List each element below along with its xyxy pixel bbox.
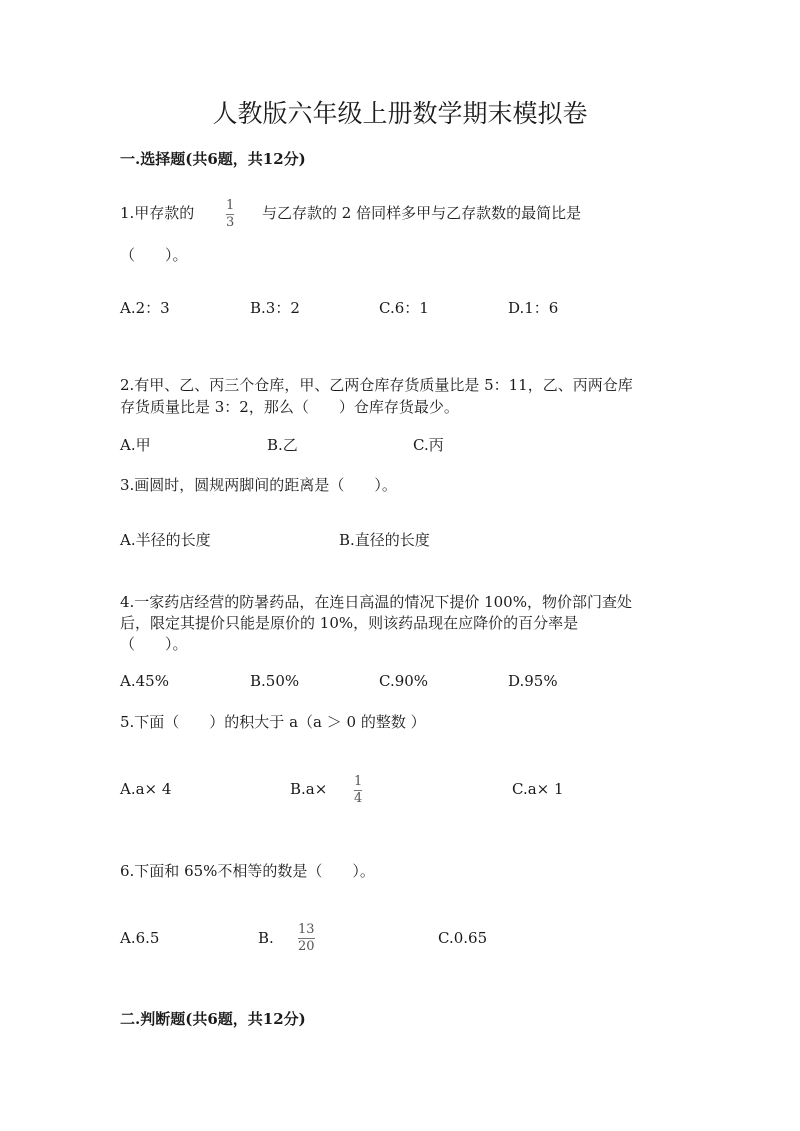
option-b-fraction <box>298 923 315 954</box>
question-1-prefix: 1.甲存款的 <box>120 204 195 222</box>
section-heading-true-false: 二.判断题(共6题，共12分) <box>120 1010 306 1028</box>
section-heading-choice: 一.选择题(共6题，共12分) <box>120 150 306 168</box>
option-a[interactable]: A.6.5 <box>120 929 160 947</box>
option-a[interactable]: A.45% <box>120 672 169 690</box>
option-c[interactable]: C.0.65 <box>438 929 488 947</box>
fraction-numerator: 1 <box>354 774 363 789</box>
option-b-fraction <box>354 775 362 806</box>
question-4-blank: （ ）。 <box>120 635 188 653</box>
question-3-line-1: 3.画圆时，圆规两脚间的距离是（ ）。 <box>120 476 397 494</box>
option-d[interactable]: D.95% <box>508 672 558 690</box>
option-a[interactable]: A.a× 4 <box>120 780 172 798</box>
option-b[interactable]: B.a× <box>290 780 328 798</box>
option-a[interactable]: A.甲 <box>120 436 151 454</box>
question-4-line-2: 后，限定其提价只能是原价的 10%，则该药品现在应降价的百分率是 <box>120 614 579 632</box>
question-2-line-1: 2.有甲、乙、丙三个仓库，甲、乙两仓库存货质量比是 5：11，乙、丙两仓库 <box>120 376 633 394</box>
question-1-fraction <box>226 199 234 230</box>
fraction-numerator: 1 <box>226 198 235 213</box>
option-b[interactable]: B.乙 <box>267 436 298 454</box>
fraction-denominator: 3 <box>226 215 235 230</box>
question-4-line-1: 4.一家药店经营的防暑药品，在连日高温的情况下提价 100%，物价部门查处 <box>120 593 632 611</box>
option-c[interactable]: C.6：1 <box>379 299 429 317</box>
option-a[interactable]: A.2：3 <box>120 299 170 317</box>
option-b[interactable]: B.3：2 <box>250 299 300 317</box>
page-title: 人教版六年级上册数学期末模拟卷 <box>212 99 588 128</box>
question-5-line-1: 5.下面（ ）的积大于 a（a ＞ 0 的整数 ） <box>120 713 426 731</box>
question-6-line-1: 6.下面和 65%不相等的数是（ ）。 <box>120 862 375 880</box>
option-a[interactable]: A.半径的长度 <box>120 531 211 549</box>
fraction-denominator: 20 <box>298 939 315 954</box>
fraction-denominator: 4 <box>354 791 363 806</box>
question-2-line-2: 存货质量比是 3：2，那么（ ）仓库存货最少。 <box>120 398 459 416</box>
question-1-blank: （ ）。 <box>120 246 188 264</box>
option-d[interactable]: D.1：6 <box>508 299 559 317</box>
option-c[interactable]: C.丙 <box>413 436 444 454</box>
question-1-suffix: 与乙存款的 2 倍同样多甲与乙存款数的最简比是 <box>262 204 582 222</box>
option-c[interactable]: C.90% <box>379 672 429 690</box>
option-b[interactable]: B.50% <box>250 672 300 690</box>
option-b[interactable]: B.直径的长度 <box>339 531 430 549</box>
option-c[interactable]: C.a× 1 <box>512 780 564 798</box>
option-b[interactable]: B. <box>258 929 274 947</box>
fraction-numerator: 13 <box>298 922 315 937</box>
